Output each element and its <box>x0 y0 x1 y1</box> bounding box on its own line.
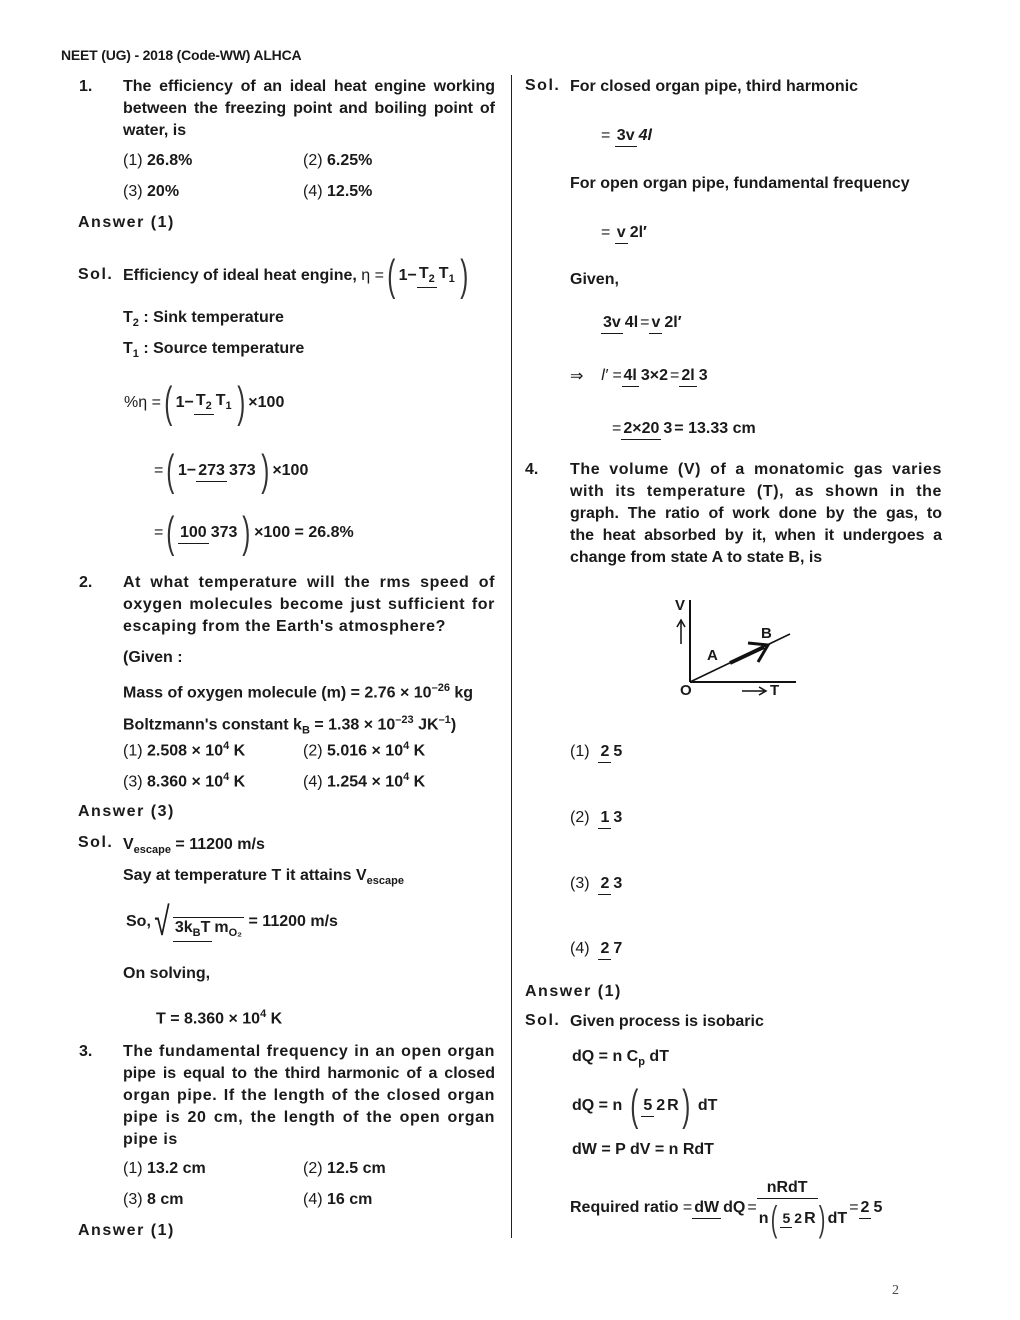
escape-velocity: $V_{escape} = 11200$ m/s <box>123 836 265 857</box>
axis-label-t: T <box>770 682 780 699</box>
boltzmann-given: Boltzmann's constant $k_B = 1.38 \times 10^{-23}$ $JK^{-1}$) <box>123 714 457 737</box>
page-header: NEET (UG) - 2018 (Code-WW) ALHCA <box>61 47 302 63</box>
option-4[interactable]: (4) 16 cm <box>303 1191 373 1208</box>
open-pipe-formula: = v 2l′ <box>601 211 649 255</box>
option-3[interactable]: (3) 8 cm <box>123 1191 184 1208</box>
eta-result: = ( 100 373 ) ×100 = 26.8% <box>154 508 354 557</box>
option-2[interactable]: (2) 6.25% <box>303 152 373 169</box>
option-3[interactable]: (3) 20% <box>123 183 180 200</box>
length-result: = 2×20 3 = 13.33 cm <box>612 407 756 451</box>
dw-formula: dW = P dV = n RdT <box>572 1141 714 1158</box>
on-solving: On solving, <box>123 965 211 982</box>
option-3[interactable]: (3) $8.360 \times 10^4$ K <box>123 771 246 791</box>
option-1[interactable]: (1) 2 5 <box>570 730 624 774</box>
given-label: Given, <box>570 271 619 288</box>
ratio-formula: Required ratio = dW dQ = nRdT n ( 5 2 R ) dT = 2 5 <box>570 1178 883 1239</box>
column-divider <box>511 75 512 1238</box>
question-text: The efficiency of an ideal heat engine working between the freezing point and boiling point of water, is <box>123 78 495 139</box>
option-2[interactable]: (2) 12.5 cm <box>303 1160 386 1177</box>
origin-label: O <box>680 682 692 699</box>
question-text: At what temperature will the rms speed of oxygen molecules become just sufficient for escaping from the Earth's atmosphere? <box>123 574 495 635</box>
solution-step: For closed organ pipe, third harmonic <box>570 78 859 95</box>
question-text: The volume (V) of a monatomic gas varies with its temperature (T), as shown in the graph. The ratio of work done by the gas, to the heat absorbed by it, when it undergoes a change from state A to state B, is <box>570 461 942 566</box>
question-number: 2. <box>79 574 93 591</box>
point-a-label: A <box>707 647 718 664</box>
rms-formula: So, √ $3k_BT$ $m_{O_2}$ = 11200 m/s <box>126 899 338 944</box>
answer-label: Answer (1) <box>78 214 175 231</box>
answer-label: Answer (3) <box>78 803 175 820</box>
page-number: 2 <box>892 1283 899 1298</box>
solution-step: Say at temperature T it attains $V_{escape}$ <box>123 867 404 888</box>
temperature-result: $T = 8.360 \times 10^4$ K <box>156 1008 283 1028</box>
option-1[interactable]: (1) 26.8% <box>123 152 193 169</box>
solution-label: Sol. <box>525 1012 561 1029</box>
dq-formula: dQ = n $C_p$ dT <box>572 1048 669 1069</box>
option-4[interactable]: (4) 12.5% <box>303 183 373 200</box>
solution-label: Sol. <box>78 834 114 851</box>
option-1[interactable]: (1) 13.2 cm <box>123 1160 206 1177</box>
eta-substitution: = ( 1− 273 373 ) ×100 <box>154 446 309 495</box>
solution-formula: Efficiency of ideal heat engine, η = ( 1− $T_2$ $T_1$ ) <box>123 251 469 300</box>
solution-step: Given process is isobaric <box>570 1013 764 1030</box>
answer-label: Answer (1) <box>78 1222 175 1239</box>
option-1[interactable]: (1) $2.508 \times 10^4$ K <box>123 740 246 760</box>
axis-label-v: V <box>675 597 686 614</box>
eta-formula: %η = ( 1− $T_2$ $T_1$ ) ×100 <box>124 378 285 427</box>
option-3[interactable]: (3) 2 3 <box>570 862 624 906</box>
mass-given: Mass of oxygen molecule $(m) = 2.76 \times 10^{-26}$ kg <box>123 682 474 702</box>
question-number: 4. <box>525 461 539 478</box>
source-def: $T_1$ : Source temperature <box>123 340 305 361</box>
option-4[interactable]: (4) 2 7 <box>570 927 624 971</box>
sink-def: $T_2$ : Sink temperature <box>123 309 284 330</box>
point-b-label: B <box>761 625 772 642</box>
solution-label: Sol. <box>78 266 114 283</box>
option-2[interactable]: (2) $5.016 \times 10^4$ K <box>303 740 426 760</box>
answer-label: Answer (1) <box>525 983 622 1000</box>
length-formula: ⇒ l′ = 4l 3×2 = 2l 3 <box>570 366 708 385</box>
question-number: 1. <box>79 78 93 95</box>
dq-expanded: dQ = n ( 5 2 R ) dT <box>572 1081 718 1130</box>
option-4[interactable]: (4) $1.254 \times 10^4$ K <box>303 771 426 791</box>
question-text: The fundamental frequency in an open organ pipe is equal to the third harmonic of a closed organ pipe. If the length of the closed organ pipe is 20 cm, the length of the open organ pipe is <box>123 1043 495 1148</box>
solution-step: For open organ pipe, fundamental frequency <box>570 175 910 192</box>
option-2[interactable]: (2) 1 3 <box>570 796 624 840</box>
vt-graph <box>660 596 810 706</box>
given-open: (Given : <box>123 649 183 666</box>
solution-label: Sol. <box>525 77 561 94</box>
equate-formula: 3v 4l = v 2l′ <box>601 301 684 345</box>
closed-pipe-formula: = 3v 4l <box>601 114 654 158</box>
question-number: 3. <box>79 1043 93 1060</box>
